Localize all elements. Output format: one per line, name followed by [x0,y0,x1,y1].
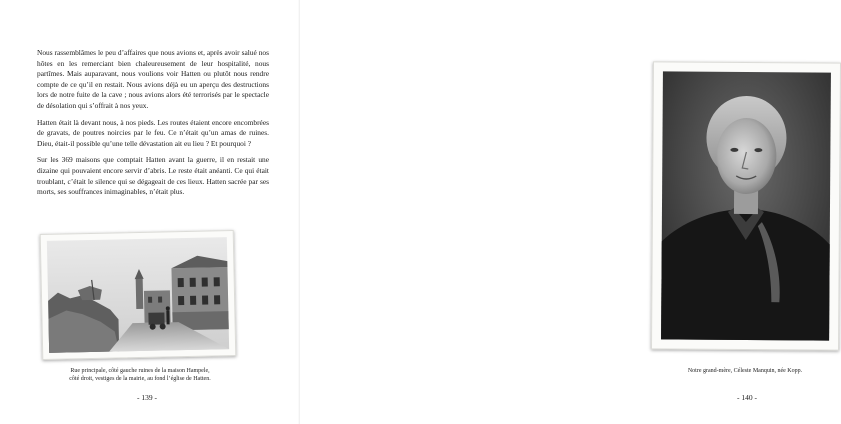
page-number-right: - 140 - [737,393,757,402]
right-page [300,0,803,424]
paragraph-2: Hatten était là devant nous, à nos pieds. Les routes étaient encore encombrées de gravats, de poutres noircies par le feu. Ce n’était qu’un amas de ruines. Dieu, était-il possible qu’une telle dévastation ait eu lieu ? Et pourquoi ? [37,117,269,148]
grandmother-portrait-image [661,71,831,340]
grandmother-caption: Notre grand-mère, Céleste Manquin, née Kopp. [687,368,803,374]
caption-line-1: Rue principale, côté gauche ruines de la maison Hampele, [70,368,210,374]
caption-line-2: côté droit, vestiges de la mairie, au fond l’église de Hatten. [69,376,211,382]
grandmother-portrait-photo [651,61,841,350]
ruined-street-photo [40,230,237,360]
paragraph-1: Nous rassemblâmes le peu d’affaires que nous avions et, après avoir salué nos hôtes en les remerciant bien chaleureusement de leur hospitalité, nous partîmes. Mais auparavant, nous voulions voir Hatten ou plutôt nous rendre compte de ce qu’il en restait. Nous avions déjà eu un aperçu des destructions lors de notre fuite de la cave ; nous avions alors été terrorisés par le spectacle de désolation qui s’offrait à nos yeux. [37,48,269,110]
left-page-text [37,48,269,204]
ruined-street-image [47,237,229,353]
page-number-left: - 139 - [137,393,157,402]
paragraph-3: Sur les 369 maisons que comptait Hatten avant la guerre, il en restait une dizaine qui pouvaient encore servir d’abris. Le reste était anéanti. Ce qui était troublant, c’était le silence qui se dégageait de ces lieux. Hatten sacrée par ses morts, ses souffrances inimaginables, n’était plus. [37,155,269,197]
ruined-street-caption [40,367,240,383]
left-page [0,0,300,424]
